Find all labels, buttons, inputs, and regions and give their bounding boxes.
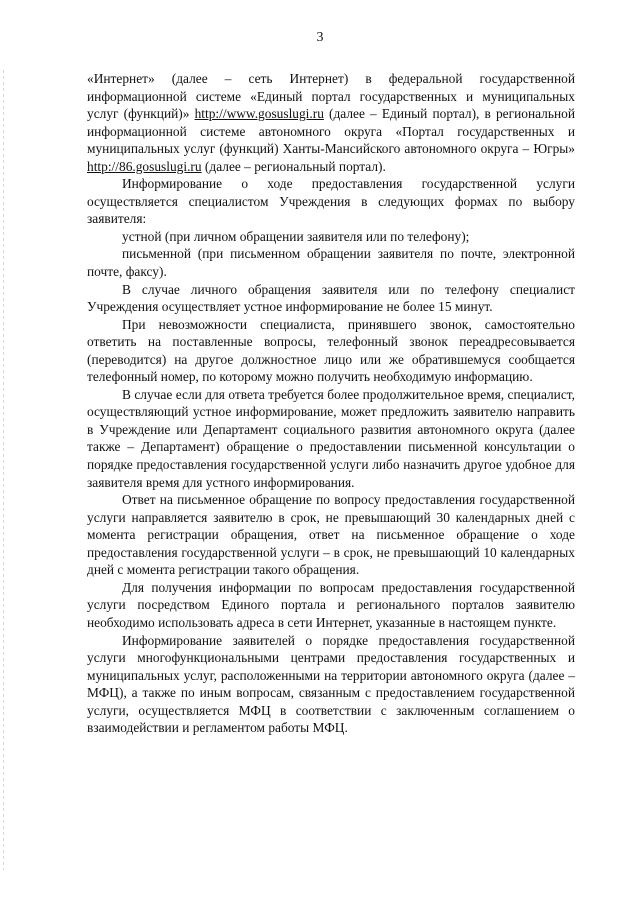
body-text [87,70,575,737]
paragraph [87,491,575,579]
paragraph [87,175,575,228]
paragraph-text: письменной (при письменном обращении заявителя по почте, электронной почте, факсу). [87,246,575,280]
paragraph-text: При невозможности специалиста, принявшего звонок, самостоятельно ответить на поставленные вопросы, телефонный звонок переадресовывается (переводится) на другое должностное лицо или же обратившемуся сообщается телефонный номер, по которому можно получить необходимую информацию. [87,316,575,385]
paragraph-text: Информирование заявителей о порядке предоставления государственной услуги многофункциональными центрами предоставления государственных и муниципальных услуг, расположенными на территории автономного округа (далее – МФЦ), а также по иным вопросам, связанным с предоставлением государственной услуги, осуществляется МФЦ в соответствии с заключенным соглашением о взаимодействии и регламентом работы МФЦ. [87,632,575,736]
url-link[interactable]: http://86.gosuslugi.ru [87,158,202,174]
paragraph-text: устной (при личном обращении заявителя или по телефону); [122,228,470,244]
paragraph-text: (далее – Единый портал), в региональной информационной системе автономного округа «Портал государственных и муниципальных услуг (функций) Ханты-Мансийского автономного округа – Югры» [87,106,575,157]
paragraph [87,316,575,386]
paragraph-text: В случае личного обращения заявителя или по телефону специалист Учреждения осуществляет устное информирование не более 15 минут. [87,281,575,315]
paragraph-text: Информирование о ходе предоставления государственной услуги осуществляется специалистом Учреждения в следующих формах по выбору заявителя: [87,176,575,227]
paragraph [87,632,575,737]
page-number: 3 [316,30,324,45]
paragraph-text: (далее – региональный портал). [201,158,386,174]
paragraph-text: Ответ на письменное обращение по вопросу предоставления государственной услуги направляется заявителю в срок, не превышающий 30 календарных дней с момента регистрации обращения, ответ на письменное обращение о ходе предоставления государственной услуги – в срок, не превышающий 10 календарных дней с момента регистрации такого обращения. [87,492,575,578]
url-link[interactable]: http://www.gosuslugi.ru [194,106,324,122]
paragraph [87,70,575,175]
paragraph-text: «Интернет» (далее – сеть Интернет) в федеральной государственной информационной системе «Единый портал государственных и муниципальных услуг (функций)» [87,71,575,122]
paragraph [87,386,575,491]
paragraph-text: В случае если для ответа требуется более продолжительное время, специалист, осуществляющий устное информирование, может предложить заявителю направить в Учреждение или Департамент социального развития автономного округа (далее также – Департамент) обращение о предоставлении письменной консультации о порядке предоставления государственной услуги либо назначить другое удобное для заявителя время для устного информирования. [87,386,575,490]
paragraph [87,281,575,316]
paragraph [87,245,575,280]
paragraph [87,579,575,632]
paragraph-text: Для получения информации по вопросам предоставления государственной услуги посредством Единого портала и регионального порталов заявителю необходимо использовать адреса в сети Интернет, указанные в настоящем пункте. [87,579,575,630]
scan-edge-marks [3,70,4,870]
paragraph [87,228,575,246]
